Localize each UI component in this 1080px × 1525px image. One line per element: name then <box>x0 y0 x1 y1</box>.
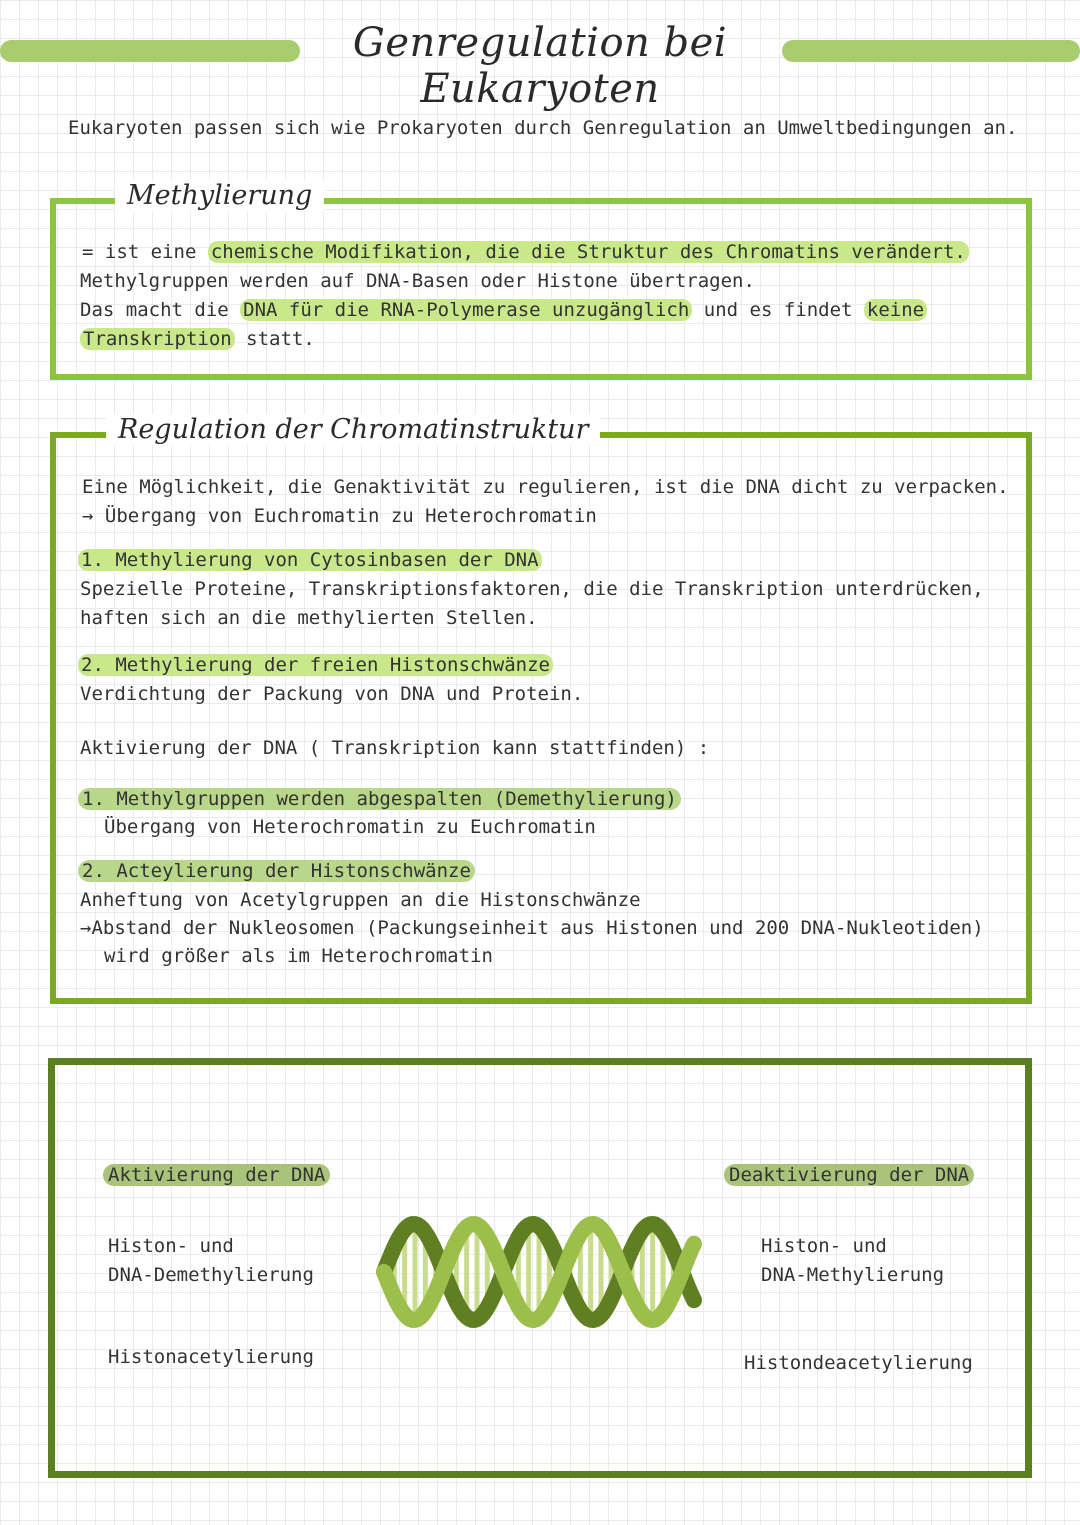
chromatin-p2: → Übergang von Euchromatin zu Heterochromatin <box>82 505 597 527</box>
chromatin-a2-l3: wird größer als im Heterochromatin <box>104 945 493 967</box>
methylierung-l4-highlight: Transkription <box>80 328 235 350</box>
chromatin-p1: Eine Möglichkeit, die Genaktivität zu regulieren, ist die DNA dicht zu verpacken. <box>82 476 1009 498</box>
methylierung-line-3 <box>80 296 927 325</box>
chromatin-s1-l1: Spezielle Proteine, Transkriptionsfaktoren, die die Transkription unterdrücken, <box>80 578 984 600</box>
chromatin-a1-l1: Übergang von Heterochromatin zu Euchromatin <box>104 816 596 838</box>
methylierung-l3-highlight-2: keine <box>864 299 927 321</box>
chromatin-a1-title-hl: 1. Methylgruppen werden abgespalten (Demethylierung) <box>78 788 681 810</box>
intro-text: Eukaryoten passen sich wie Prokaryoten durch Genregulation an Umweltbedingungen an. <box>68 117 1018 139</box>
deactivation-item-2: Histondeacetylierung <box>744 1352 973 1374</box>
title-bar-right <box>782 40 1080 62</box>
methylierung-line-4 <box>80 325 315 354</box>
methylierung-heading: Methylierung <box>115 180 324 211</box>
deactivation-label <box>724 1160 974 1190</box>
chromatin-s1-title-hl: 1. Methylierung von Cytosinbasen der DNA <box>78 549 542 571</box>
methylierung-l1-highlight: chemische Modifikation, die die Struktur des Chromatins verändert. <box>208 241 969 263</box>
chromatin-s1-title <box>78 546 542 575</box>
methylierung-l1-prefix: = ist eine <box>82 241 197 263</box>
chromatin-a2-l1: Anheftung von Acetylgruppen an die Histonschwänze <box>80 889 641 911</box>
deactivation-item-1a: Histon- und <box>761 1235 887 1257</box>
chromatin-a2-title <box>78 857 475 886</box>
chromatin-s1-l2: haften sich an die methylierten Stellen. <box>80 607 538 629</box>
activation-item-1b: DNA-Demethylierung <box>108 1264 314 1286</box>
methylierung-l3-mid: und es findet <box>703 299 853 321</box>
chromatin-s2-title <box>78 651 553 680</box>
methylierung-l3-highlight: DNA für die RNA-Polymerase unzugänglich <box>240 299 692 321</box>
deactivation-label-hl: Deaktivierung der DNA <box>724 1164 974 1186</box>
activation-item-2: Histonacetylierung <box>108 1346 314 1368</box>
methylierung-line-1 <box>82 238 969 267</box>
chromatin-a2-l2: →Abstand der Nukleosomen (Packungseinheit aus Histonen und 200 DNA-Nukleotiden) <box>80 917 984 939</box>
activation-label-hl: Aktivierung der DNA <box>103 1164 330 1186</box>
activation-item-1a: Histon- und <box>108 1235 234 1257</box>
chromatin-s2-l1: Verdichtung der Packung von DNA und Protein. <box>80 683 584 705</box>
title-bar-left <box>0 40 300 62</box>
methylierung-l3-prefix: Das macht die <box>80 299 229 321</box>
page-title: Genregulation bei Eukaryoten <box>352 20 728 112</box>
chromatin-activation-title: Aktivierung der DNA ( Transkription kann stattfinden) : <box>80 737 710 759</box>
methylierung-line-2: Methylgruppen werden auf DNA-Basen oder Histone übertragen. <box>80 270 755 292</box>
dna-helix-icon <box>372 1205 702 1340</box>
chromatin-a1-title <box>78 785 681 814</box>
methylierung-l4-suffix: statt. <box>246 328 315 350</box>
activation-label <box>103 1160 330 1190</box>
chromatin-s2-title-hl: 2. Methylierung der freien Histonschwänze <box>78 654 553 676</box>
chromatin-a2-title-hl: 2. Acteylierung der Histonschwänze <box>78 860 475 882</box>
chromatin-heading: Regulation der Chromatinstruktur <box>106 414 600 445</box>
deactivation-item-1b: DNA-Methylierung <box>761 1264 945 1286</box>
